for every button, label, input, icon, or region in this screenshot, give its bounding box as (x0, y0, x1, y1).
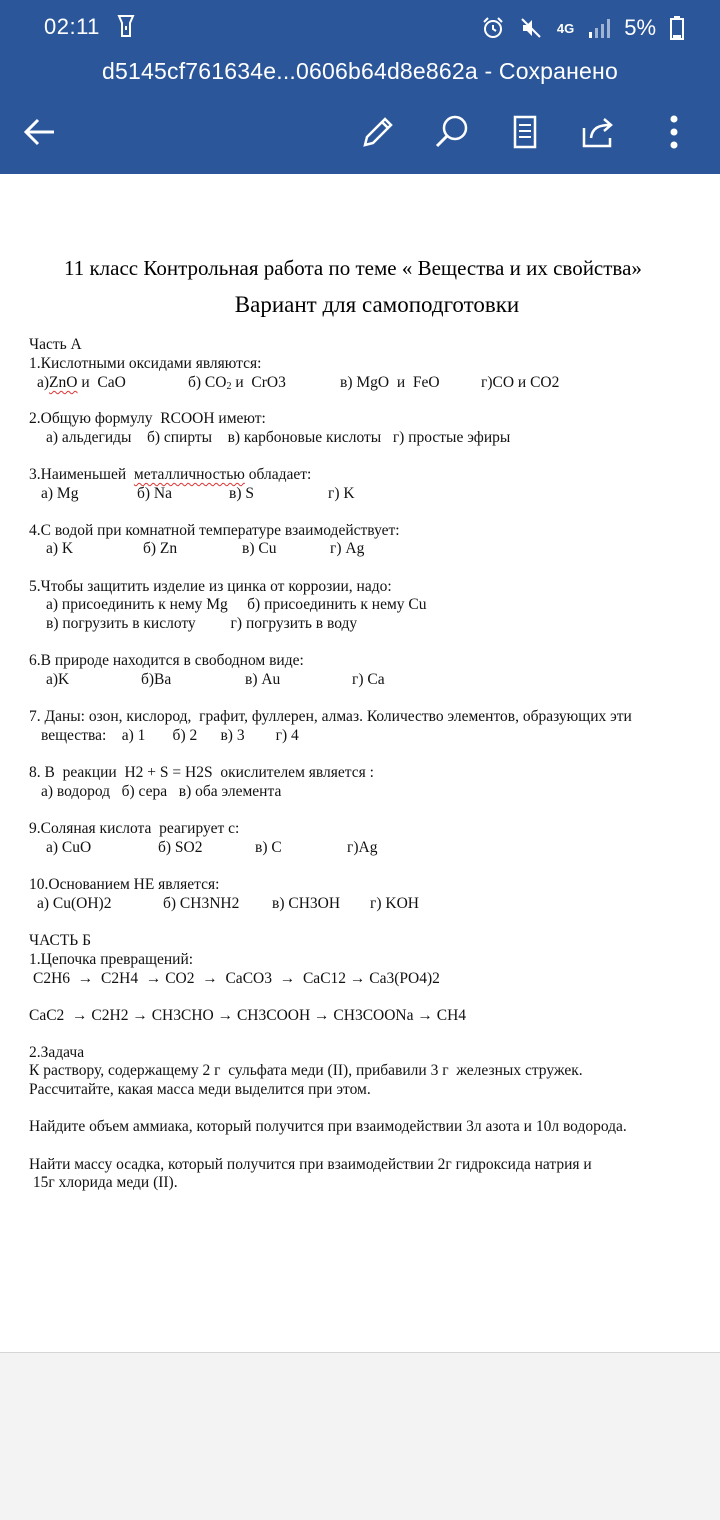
q9-option-a: а) CuO (46, 839, 92, 856)
q4-option-c: в) Cu (242, 540, 277, 557)
q1-option-d: г)CO и CO2 (481, 374, 560, 391)
q7-text: 7. Даны: озон, кислород, графит, фуллерен, алмаз. Количество элементов, образующих эти (29, 708, 632, 725)
chain-1: C2H6 → C2H4 → CO2 → CaCO3 → CaC12 → Ca3(PO4)2 (33, 970, 440, 987)
q4-text: 4.С водой при комнатной температуре взаимодействует: (29, 522, 400, 539)
doc-subtitle: Вариант для самоподготовки (234, 292, 520, 317)
q10-option-b: б) CH3NH2 (163, 895, 240, 912)
q1-option-c: в) MgO и FeO (340, 374, 440, 391)
q4-option-d: г) Ag (330, 540, 365, 557)
q1-b-rest: и CrO3 (231, 374, 286, 391)
q8-options: а) водород б) сера в) оба элемента (41, 783, 282, 800)
q6-text: 6.В природе находится в свободном виде: (29, 652, 304, 669)
task2-text: Найдите объем аммиака, который получится при взаимодействии 3л азота и 10л водорода. (29, 1118, 627, 1135)
app-bar (0, 0, 720, 174)
part-a-heading: Часть А (29, 336, 82, 353)
q1-a-spell: ZnO (49, 374, 78, 391)
q5-options-1: а) присоединить к нему Mg б) присоединить к нему Cu (46, 596, 427, 613)
q9-text: 9.Соляная кислота реагирует с: (29, 820, 240, 837)
q3-spell: металличностью (133, 466, 245, 483)
q2-text: 2.Общую формулу RCOOH имеют: (29, 410, 266, 427)
document-page[interactable] (0, 174, 720, 1353)
q1-option-a (37, 374, 126, 392)
alarm-icon (481, 16, 505, 40)
q1-b-sub: 2 (226, 381, 232, 392)
doc-title: 11 класс Контрольная работа по теме « Вещества и их свойства» (64, 256, 642, 280)
q1-a-prefix: а) (37, 374, 50, 391)
status-bar (0, 0, 720, 56)
q3-option-a: а) Mg (41, 485, 79, 502)
search-icon[interactable] (430, 110, 474, 154)
task1-line1: К раствору, содержащему 2 г сульфата меди (II), прибавили 3 г железных стружек. (29, 1062, 583, 1079)
q6-option-d: г) Ca (352, 671, 385, 688)
more-vertical-icon[interactable] (652, 110, 696, 154)
part-b-heading: ЧАСТЬ Б (29, 932, 91, 949)
q6-option-b: б)Ba (141, 671, 172, 688)
q10-option-a: а) Cu(OH)2 (37, 895, 112, 912)
q1-a-rest: и CaO (77, 374, 126, 391)
battery-percent: 5% (624, 15, 656, 40)
battery-icon (670, 16, 684, 40)
q10-option-c: в) CH3OH (272, 895, 341, 912)
q6-option-c: в) Au (245, 671, 281, 688)
q4-option-a: а) K (46, 540, 74, 557)
q4-option-b: б) Zn (143, 540, 178, 557)
b1-text: 1.Цепочка превращений: (29, 951, 194, 968)
network-type: 4G (556, 20, 575, 36)
q5-text: 5.Чтобы защитить изделие из цинка от коррозии, надо: (29, 578, 392, 595)
q1-text: 1.Кислотными оксидами являются: (29, 355, 262, 372)
status-icons (481, 10, 684, 46)
q8-text: 8. В реакции H2 + S = H2S окислителем является : (29, 764, 374, 781)
mute-icon (519, 16, 543, 40)
task3-line2: 15г хлорида меди (II). (29, 1174, 178, 1191)
q7-options: вещества: а) 1 б) 2 в) 3 г) 4 (41, 727, 299, 744)
q9-option-d: г)Ag (347, 839, 378, 856)
signal-icon (588, 17, 610, 39)
chain-2: CaC2 → C2H2 → CH3CHO → CH3COOH → CH3COONa → CH4 (29, 1007, 467, 1024)
q10-option-d: г) KOH (370, 895, 419, 912)
arrow-left-icon[interactable] (18, 110, 62, 154)
flashlight-icon (116, 14, 136, 38)
q6-option-a: а)K (46, 671, 70, 688)
q3-option-b: б) Na (137, 485, 172, 502)
q2-options: а) альдегиды б) спирты в) карбоновые кислоты г) простые эфиры (46, 429, 511, 446)
pencil-icon[interactable] (356, 110, 400, 154)
q1-option-b (188, 374, 286, 396)
task1-line2: Рассчитайте, какая масса меди выделится при этом. (29, 1081, 371, 1098)
q10-text: 10.Основанием НЕ является: (29, 876, 220, 893)
q9-option-c: в) C (255, 839, 282, 856)
q3-option-d: г) K (328, 485, 355, 502)
q3-pre: 3.Наименьшей (29, 466, 134, 483)
reading-view-icon[interactable] (503, 110, 547, 154)
document-title: d5145cf761634e...0606b64d8e862a - Сохранено (102, 58, 618, 84)
q5-options-2: в) погрузить в кислоту г) погрузить в воду (46, 615, 358, 632)
q1-b-text: б) CO (188, 374, 227, 391)
q3-post: обладает: (244, 466, 312, 483)
task3-line1: Найти массу осадка, который получится при взаимодействии 2г гидроксида натрия и (29, 1156, 592, 1173)
q3-option-c: в) S (229, 485, 254, 502)
b2-text: 2.Задача (29, 1044, 85, 1061)
q3-text (29, 466, 311, 484)
status-time: 02:11 (44, 14, 100, 39)
q9-option-b: б) SO2 (158, 839, 203, 856)
share-icon[interactable] (577, 110, 621, 154)
